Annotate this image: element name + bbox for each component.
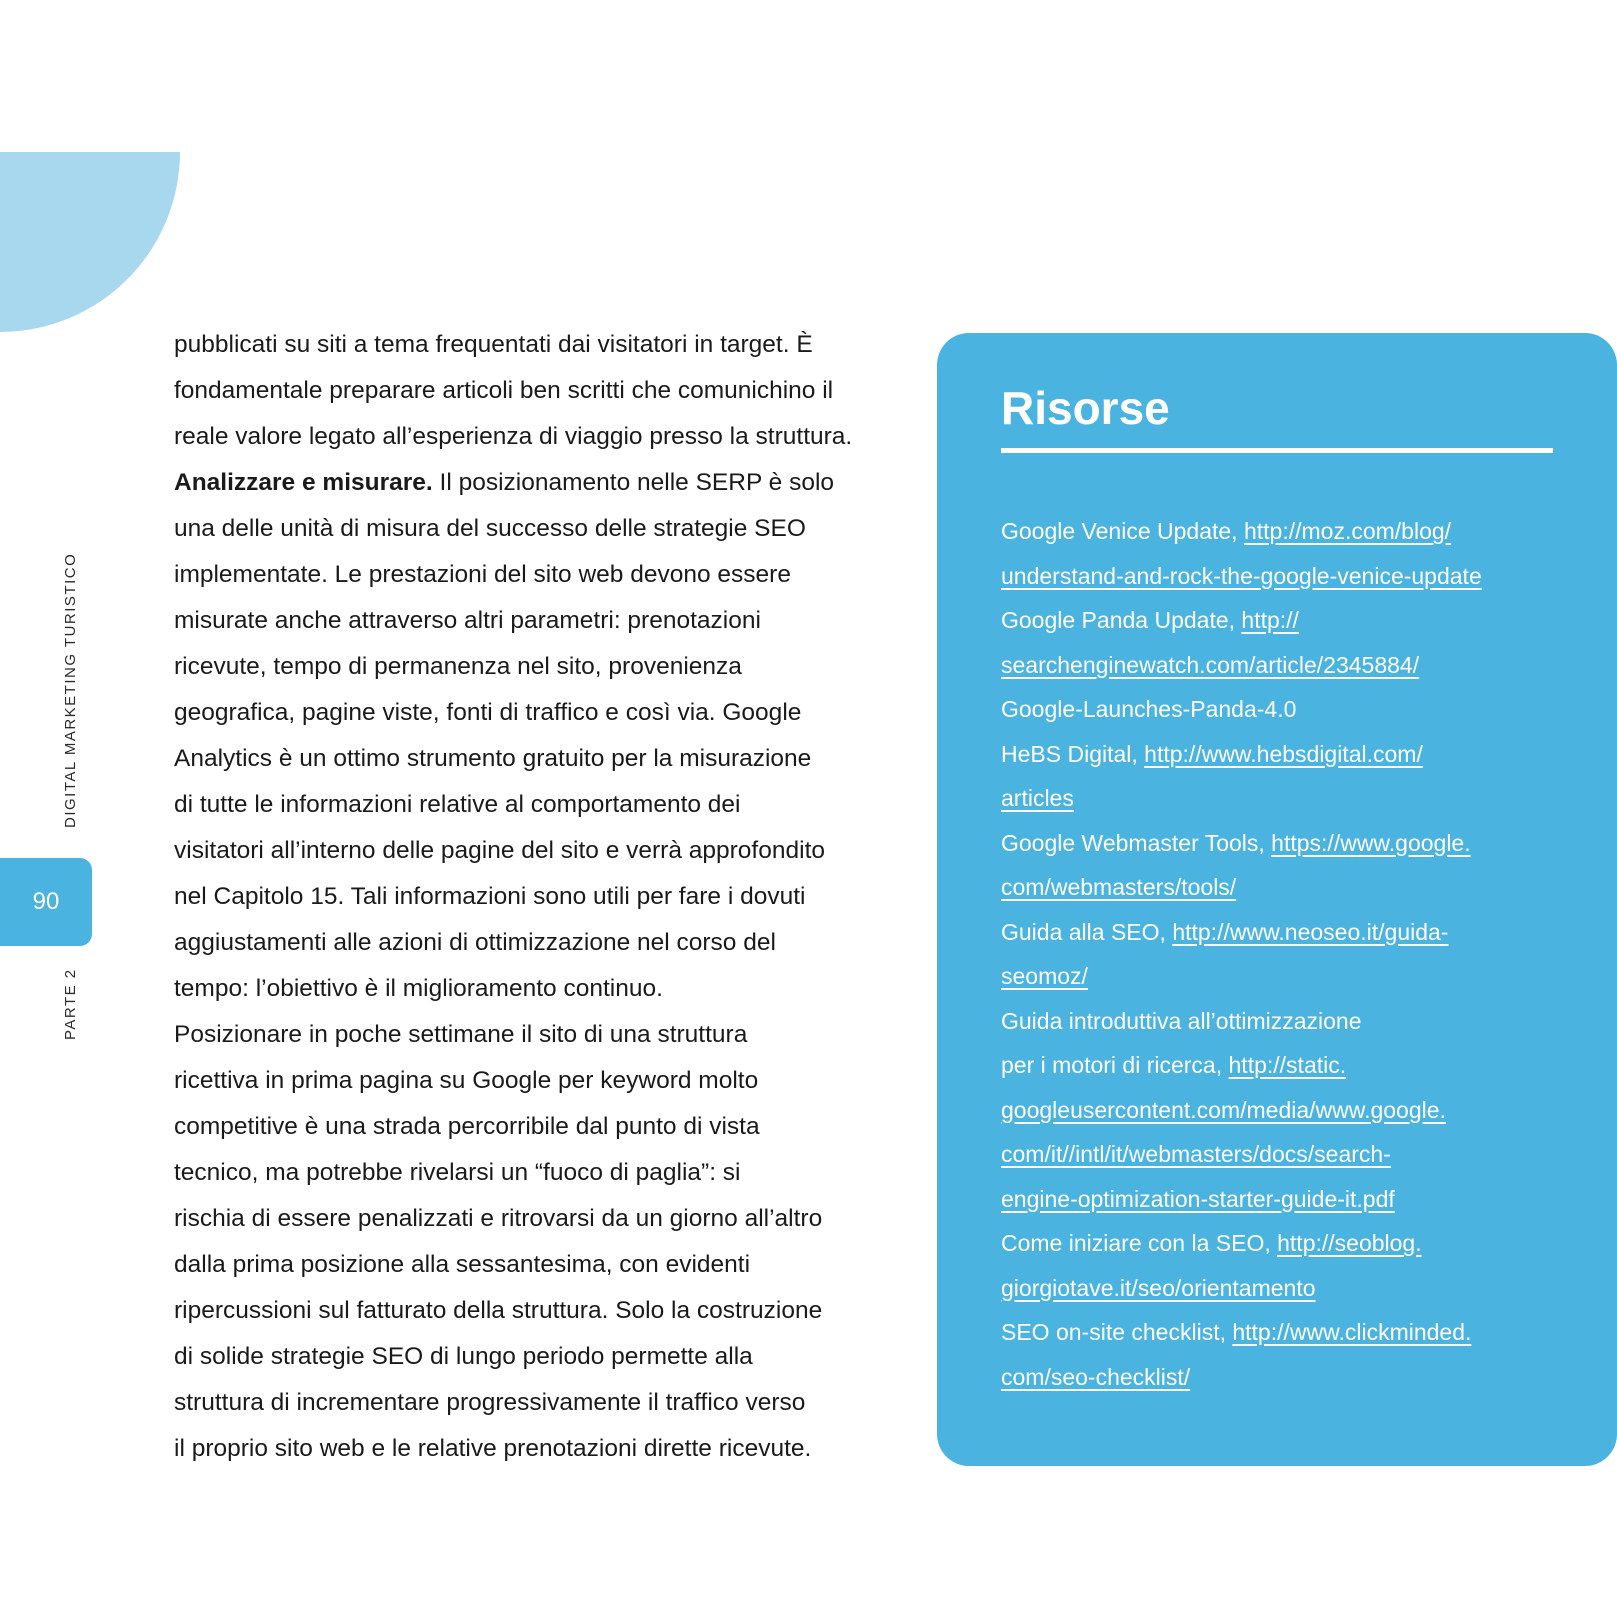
running-head-part: PARTE 2 [62,968,79,1040]
body-line-text: Il posizionamento nelle SERP è solo [432,469,835,496]
resource-line [1001,598,1561,643]
body-line [174,506,874,552]
body-line-text: Analytics è un ottimo strumento gratuito per la misurazione [174,745,812,772]
running-head-book-title: DIGITAL MARKETING TURISTICO [62,552,79,828]
body-line-text: misurate anche attraverso altri parametri: prenotazioni [174,607,761,634]
body-line [174,1288,874,1334]
body-line-text: struttura di incrementare progressivamente il traffico verso [174,1389,806,1416]
resource-label: Guida introduttiva all’ottimizzazione [1001,1007,1362,1034]
resource-link[interactable]: seomoz/ [1001,963,1088,989]
body-line-text: rischia di essere penalizzati e ritrovarsi da un giorno all’altro [174,1205,823,1232]
resource-label: SEO on-site checklist, [1001,1319,1233,1345]
resource-label: Google-Launches-Panda-4.0 [1001,696,1297,722]
body-line-text: ripercussioni sul fatturato della struttura. Solo la costruzione [174,1297,823,1324]
resource-label: Google Webmaster Tools, [1001,829,1272,856]
body-line [174,598,874,644]
resource-link[interactable]: http://moz.com/blog/ [1243,518,1452,544]
body-line-text: reale valore legato all’esperienza di viaggio presso la struttura. [174,423,853,450]
body-line-text: tecnico, ma potrebbe rivelarsi un “fuoco di paglia”: si [174,1159,741,1186]
body-line [174,874,874,920]
resource-line [1001,999,1561,1044]
body-line-text: visitatori all’interno delle pagine del sito e verrà approfondito [174,837,825,864]
body-line-text: ricevute, tempo di permanenza nel sito, provenienza [174,653,742,680]
resource-line [1001,865,1561,910]
resources-divider [1001,448,1553,453]
resource-line [1001,910,1561,955]
resource-line [1001,643,1561,688]
body-line-text: competitive è una strada percorribile dal punto di vista [174,1113,760,1140]
body-line [174,368,874,414]
resource-line [1001,509,1561,554]
page-number: 90 [32,888,60,915]
body-line-text: una delle unità di misura del successo delle strategie SEO [174,515,806,542]
resource-line [1001,554,1561,599]
body-line-bold-lead: Analizzare e misurare. [174,469,433,496]
resource-line [1001,1132,1561,1177]
resource-link[interactable]: https://www.google. [1271,829,1471,856]
body-line-text: tempo: l’obiettivo è il miglioramento continuo. [174,975,663,1002]
resource-link[interactable]: engine-optimization-starter-guide-it.pdf [1001,1185,1395,1212]
body-line [174,1058,874,1104]
resource-line [1001,687,1561,732]
body-line [174,828,874,874]
body-line [174,690,874,736]
resource-label: Guida alla SEO, [1001,918,1173,945]
resource-line [1001,1310,1561,1355]
resource-line [1001,1221,1561,1266]
resources-box [937,333,1617,1466]
resource-link[interactable]: understand-and-rock-the-google-venice-update [1001,562,1482,589]
body-line [174,460,874,506]
resource-link[interactable]: googleusercontent.com/media/www.google. [1001,1096,1446,1123]
body-line-text: fondamentale preparare articoli ben scritti che comunichino il [174,377,834,404]
resource-line [1001,821,1561,866]
body-line [174,1012,874,1058]
resource-label: Google Venice Update, [1001,518,1244,544]
body-line-text: dalla prima posizione alla sessantesima, con evidenti [174,1251,751,1278]
resource-line [1001,1043,1561,1088]
resources-list [1001,509,1561,1399]
resource-label: Come iniziare con la SEO, [1001,1230,1278,1256]
body-line [174,1334,874,1380]
body-line-text: ricettiva in prima pagina su Google per keyword molto [174,1067,759,1094]
resource-link[interactable]: articles [1001,785,1074,811]
resource-link[interactable]: com/seo-checklist/ [1001,1363,1191,1390]
body-line-text: implementate. Le prestazioni del sito web devono essere [174,561,791,588]
resource-line [1001,954,1561,999]
resource-line [1001,1177,1561,1222]
body-line [174,736,874,782]
resource-line [1001,732,1561,777]
body-line-text: pubblicati su siti a tema frequentati dai visitatori in target. È [174,331,813,358]
resource-link[interactable]: http://www.neoseo.it/guida- [1172,918,1449,945]
resource-link[interactable]: http://seoblog. [1277,1230,1422,1256]
resource-link[interactable]: http:// [1241,607,1299,633]
body-line [174,1104,874,1150]
body-line-text: il proprio sito web e le relative prenotazioni dirette ricevute. [174,1435,812,1462]
body-line [174,1150,874,1196]
resource-label: Google Panda Update, [1001,607,1242,633]
body-line [174,966,874,1012]
resource-line [1001,1266,1561,1311]
resource-link[interactable]: com/webmasters/tools/ [1001,874,1237,900]
body-line [174,322,874,368]
resource-line [1001,1088,1561,1133]
page-number-tab [0,858,92,946]
resource-link[interactable]: com/it//intl/it/webmasters/docs/search- [1001,1141,1391,1167]
resource-link[interactable]: searchenginewatch.com/article/2345884/ [1001,651,1420,678]
body-line-text: aggiustamenti alle azioni di ottimizzazione nel corso del [174,929,776,956]
body-line [174,782,874,828]
body-line [174,1242,874,1288]
resources-title: Risorse [1001,382,1170,434]
resource-label: HeBS Digital, [1001,740,1145,767]
resource-link[interactable]: giorgiotave.it/seo/orientamento [1001,1274,1316,1301]
body-line [174,920,874,966]
body-line-text: di solide strategie SEO di lungo periodo permette alla [174,1343,753,1370]
corner-decoration [0,152,180,332]
resource-label: per i motori di ricerca, [1001,1052,1229,1078]
body-line [174,1196,874,1242]
resource-link[interactable]: http://www.hebsdigital.com/ [1144,740,1423,767]
body-line-text: di tutte le informazioni relative al comportamento dei [174,791,741,818]
resource-link[interactable]: http://static. [1228,1052,1347,1078]
body-line [174,414,874,460]
resource-line [1001,776,1561,821]
body-line [174,1380,874,1426]
body-line [174,644,874,690]
body-line-text: nel Capitolo 15. Tali informazioni sono utili per fare i dovuti [174,883,806,910]
body-line [174,552,874,598]
body-line [174,1426,874,1472]
resource-line [1001,1355,1561,1400]
resource-link[interactable]: http://www.clickminded. [1232,1319,1472,1345]
body-line-text: Posizionare in poche settimane il sito di una struttura [174,1021,748,1048]
body-line-text: geografica, pagine viste, fonti di traffico e così via. Google [174,699,802,726]
body-text [174,322,874,1472]
